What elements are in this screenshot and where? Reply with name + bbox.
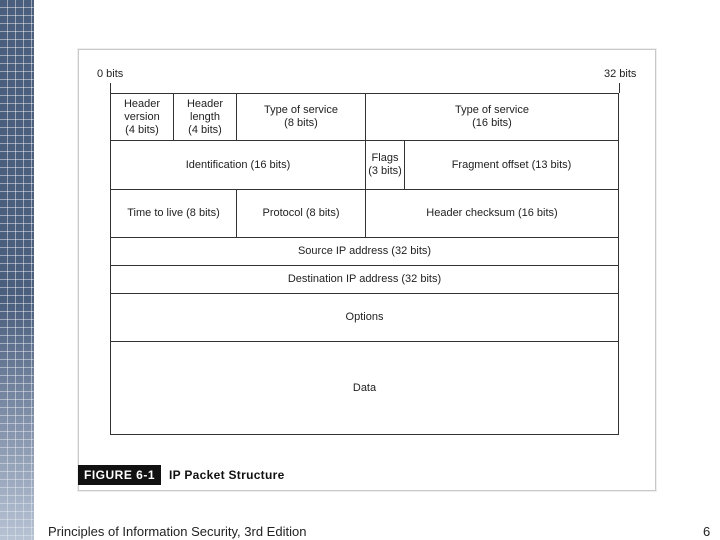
field-type-of-service-8: Type of service (8 bits) [236, 93, 366, 141]
slide-page-number: 6 [703, 524, 711, 539]
side-strip-fade [0, 300, 34, 540]
field-data: Data [110, 341, 619, 435]
bit-start-tick [110, 83, 111, 93]
field-header-checksum: Header checksum (16 bits) [365, 189, 619, 238]
field-header-length: Header length (4 bits) [173, 93, 237, 141]
figure-caption-label: FIGURE 6-1 [78, 465, 161, 485]
field-header-version: Header version (4 bits) [110, 93, 174, 141]
field-flags: Flags (3 bits) [365, 140, 405, 190]
field-options: Options [110, 293, 619, 342]
field-type-of-service-16: Type of service (16 bits) [365, 93, 619, 141]
ip-packet-diagram [110, 93, 619, 435]
field-fragment-offset: Fragment offset (13 bits) [404, 140, 619, 190]
field-time-to-live: Time to live (8 bits) [110, 189, 237, 238]
field-identification: Identification (16 bits) [110, 140, 366, 190]
field-destination-ip: Destination IP address (32 bits) [110, 265, 619, 294]
figure-caption [78, 464, 285, 486]
decorative-side-strip [0, 0, 34, 540]
field-protocol: Protocol (8 bits) [236, 189, 366, 238]
field-source-ip: Source IP address (32 bits) [110, 237, 619, 266]
figure-caption-title: IP Packet Structure [169, 468, 285, 482]
slide-footer-text: Principles of Information Security, 3rd Edition [48, 524, 307, 539]
bit-end-tick [619, 83, 620, 93]
bit-end-label: 32 bits [604, 68, 637, 80]
bit-start-label: 0 bits [97, 68, 124, 80]
